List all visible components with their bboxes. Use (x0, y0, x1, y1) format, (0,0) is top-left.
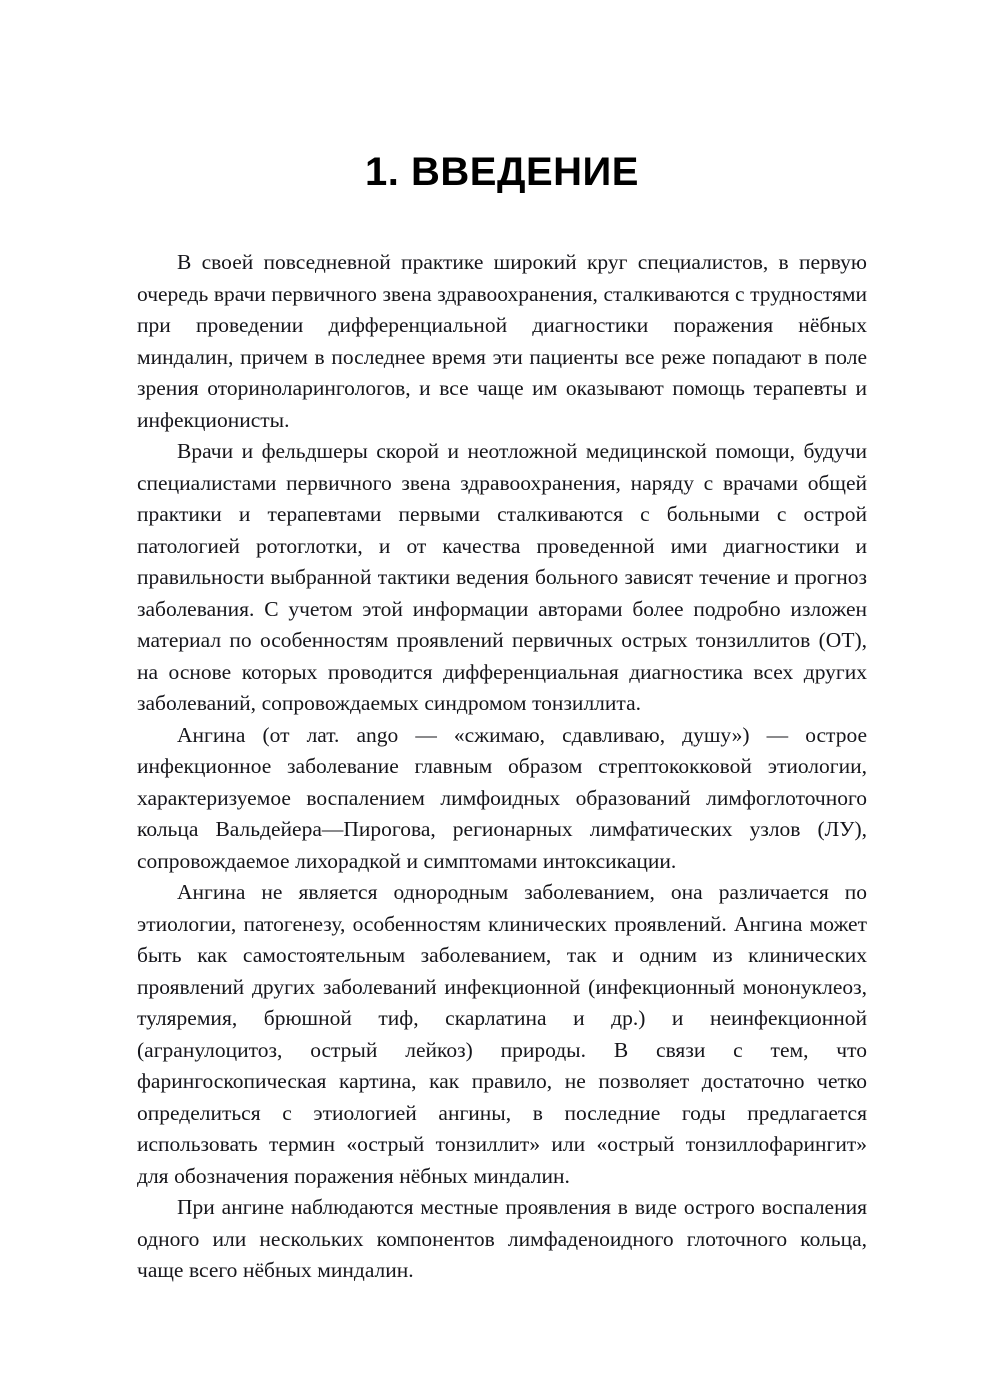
paragraph: Ангина (от лат. ango — «сжимаю, сдавливаю, душу») — острое инфекционное заболевание главным образом стрептококковой этиологии, характеризуемое воспалением лимфоидных образований лимфоглоточного кольца Вальдейера—Пирогова, регионарных лимфатических узлов (ЛУ), сопровождаемое лихорадкой и симптомами интоксикации. (137, 722, 867, 873)
page-title: 1. ВВЕДЕНИЕ (365, 150, 639, 194)
paragraph: Врачи и фельдшеры скорой и неотложной медицинской помощи, будучи специалистами первичного звена здравоохранения, наряду с врачами общей практики и терапевтами первыми сталкиваются с больными с острой патологией ротоглотки, и от качества проведенной ими диагностики и правильности выбранной тактики ведения больного зависят течение и прогноз заболевания. С учетом этой информации авторами более подробно изложен материал по особенностям проявлений первичных острых тонзиллитов (ОТ), на основе которых проводится дифференциальная диагностика всех других заболеваний, сопровождаемых синдромом тонзиллита. (137, 439, 867, 715)
paragraph: Ангина не является однородным заболеванием, она различается по этиологии, патогенезу, особенностям клинических проявлений. Ангина может быть как самостоятельным заболеванием, так и одним из клинических проявлений других заболеваний инфекционной (инфекционный мононуклеоз, туляремия, брюшной тиф, скарлатина и др.) и неинфекционной (агранулоцитоз, острый лейкоз) природы. В связи с тем, что фарингоскопическая картина, как правило, не позволяет достаточно четко определиться с этиологией ангины, в последние годы предлагается использовать термин «острый тонзиллит» или «острый тонзиллофарингит» для обозначения поражения нёбных миндалин. (137, 880, 867, 1188)
paragraph: При ангине наблюдаются местные проявления в виде острого воспаления одного или нескольких компонентов лимфаденоидного глоточного кольца, чаще всего нёбных миндалин. (137, 1195, 867, 1282)
paragraph: В своей повседневной практике широкий круг специалистов, в первую очередь врачи первичного звена здравоохранения, сталкиваются с трудностями при проведении дифференциальной диагностики поражения нёбных миндалин, причем в последнее время эти пациенты все реже попадают в поле зрения оториноларингологов, и все чаще им оказывают помощь терапевты и инфекционисты. (137, 250, 867, 432)
page-content (137, 150, 867, 1287)
